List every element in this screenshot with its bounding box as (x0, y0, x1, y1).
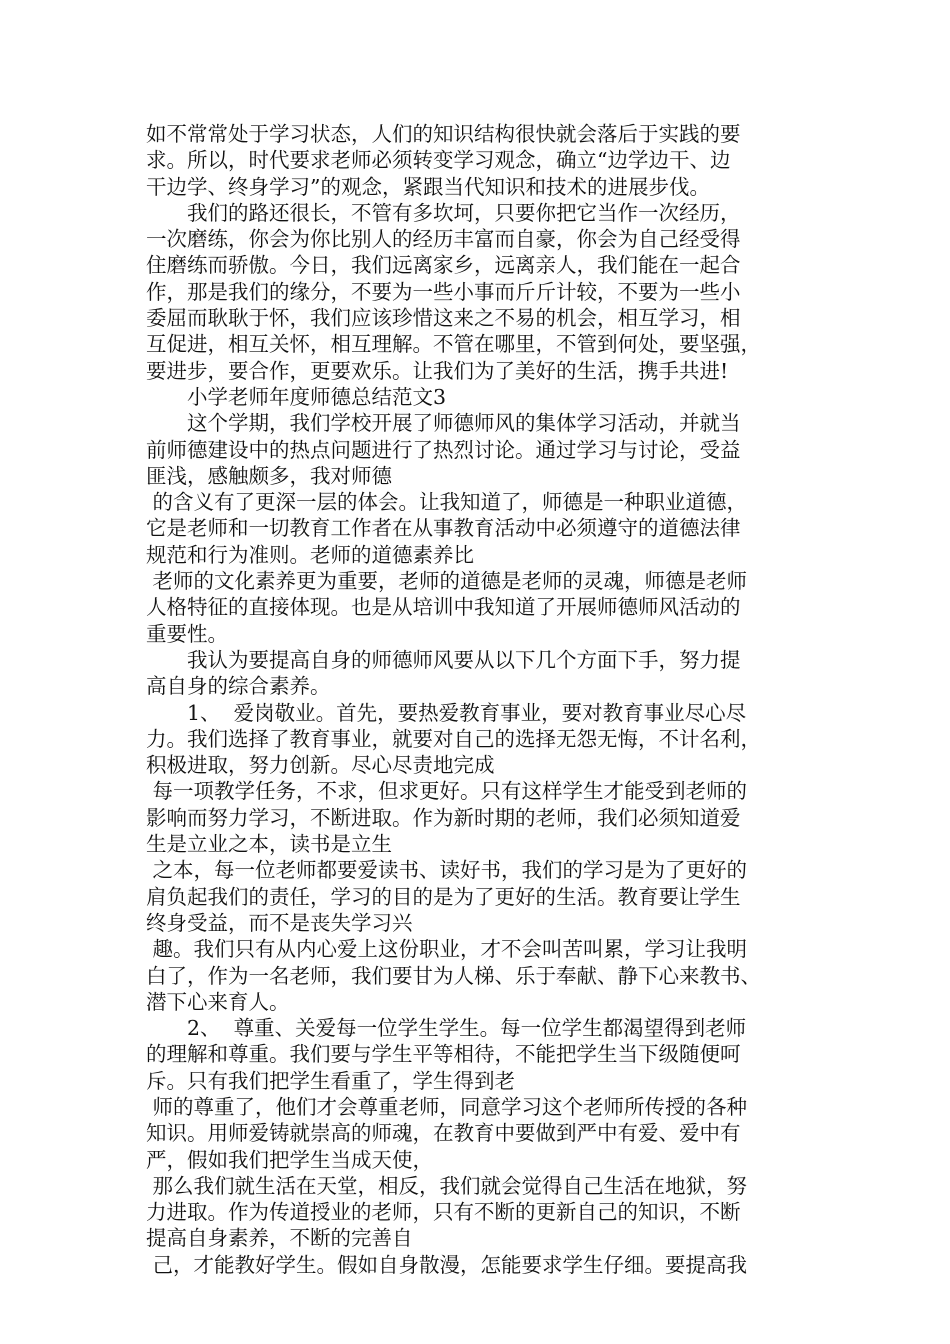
text-line: 白了，作为一名老师，我们要甘为人梯、乐于奉献、静下心来教书、 (146, 963, 761, 988)
text-line: 如不常常处于学习状态，人们的知识结构很快就会落后于实践的要 (146, 122, 741, 146)
text-line: 潜下心来育人。 (146, 989, 290, 1014)
text-line: 一次磨练，你会为你比别人的经历丰富而自豪，你会为自己经受得 (146, 227, 741, 252)
text-line: 要进步，要合作，更要欢乐。让我们为了美好的生活，携手共进! (146, 358, 729, 383)
text-line: 师的尊重了，他们才会尊重老师，同意学习这个老师所传授的各种 (146, 1094, 748, 1119)
text-line: 终身受益，而不是丧失学习兴 (146, 910, 413, 935)
text-line: 斥。只有我们把学生看重了，学生得到老 (146, 1068, 515, 1093)
text-line: 委屈而耿耿于怀，我们应该珍惜这来之不易的机会，相互学习，相 (146, 306, 741, 331)
text-line: 趣。我们只有从内心爱上这份职业，才不会叫苦叫累，学习让我明 (146, 937, 748, 962)
text-line: 重要性。 (146, 621, 228, 646)
text-line: 己，才能教好学生。假如自身散漫，怎能要求学生仔细。要提高我 (146, 1252, 748, 1277)
text-line: 之本，每一位老师都要爱读书、读好书，我们的学习是为了更好的 (146, 858, 748, 883)
text-line: 干边学、终身学习”的观念，紧跟当代知识和技术的进展步伐。 (146, 174, 710, 199)
text-line: 那么我们就生活在天堂，相反，我们就会觉得自己生活在地狱，努 (146, 1173, 748, 1198)
text-line: 知识。用师爱铸就崇高的师魂，在教育中要做到严中有爱、爱中有 (146, 1121, 741, 1146)
text-line: 互促进，相互关怀，相互理解。不管在哪里，不管到何处，要坚强， (146, 332, 761, 357)
text-line: 这个学期，我们学校开展了师德师风的集体学习活动，并就当 (146, 411, 741, 436)
text-line: 的理解和尊重。我们要与学生平等相待，不能把学生当下级随便呵 (146, 1042, 741, 1067)
text-line: 每一项教学任务，不求，但求更好。只有这样学生才能受到老师的 (146, 779, 748, 804)
text-line: 它是老师和一切教育工作者在从事教育活动中必须遵守的道德法律 (146, 516, 741, 541)
text-line: 的含义有了更深一层的体会。让我知道了，师德是一种职业道德， (146, 490, 748, 515)
text-line: 规范和行为准则。老师的道德素养比 (146, 542, 474, 567)
text-line: 严，假如我们把学生当成天使， (146, 1147, 433, 1172)
text-line: 力进取。作为传道授业的老师，只有不断的更新自己的知识，不断 (146, 1200, 741, 1225)
text-line: 人格特征的直接体现。也是从培训中我知道了开展师德师风活动的 (146, 595, 741, 620)
text-line: 影响而努力学习，不断进取。作为新时期的老师，我们必须知道爱 (146, 805, 741, 830)
text-line: 住磨练而骄傲。今日，我们远离家乡，远离亲人，我们能在一起合 (146, 253, 741, 278)
text-line: 匪浅，感触颇多，我对师德 (146, 463, 392, 488)
text-line: 提高自身素养，不断的完善自 (146, 1226, 413, 1251)
text-line: 积极进取，努力创新。尽心尽责地完成 (146, 753, 495, 778)
text-line: 肩负起我们的责任，学习的目的是为了更好的生活。教育要让学生 (146, 884, 741, 909)
text-line: 作，那是我们的缘分，不要为一些小事而斤斤计较，不要为一些小 (146, 279, 741, 304)
text-line: 我认为要提高自身的师德师风要从以下几个方面下手，努力提 (146, 647, 741, 672)
section-heading: 小学老师年度师德总结范文3 (146, 384, 447, 409)
text-line: 2、 尊重、关爱每一位学生学生。每一位学生都渴望得到老师 (146, 1016, 747, 1041)
text-line: 生是立业之本，读书是立生 (146, 832, 392, 857)
text-line: 力。我们选择了教育事业，就要对自己的选择无怨无悔，不计名利， (146, 726, 761, 751)
document-body (146, 121, 826, 1278)
text-line: 前师德建设中的热点问题进行了热烈讨论。通过学习与讨论，受益 (146, 437, 741, 462)
text-line: 高自身的综合素养。 (146, 674, 331, 699)
text-line: 老师的文化素养更为重要，老师的道德是老师的灵魂，师德是老师 (146, 569, 748, 594)
text-line: 我们的路还很长，不管有多坎坷，只要你把它当作一次经历， (146, 200, 741, 225)
text-line: 1、 爱岗敬业。首先，要热爱教育事业，要对教育事业尽心尽 (146, 700, 747, 725)
text-line: 求。所以，时代要求老师必须转变学习观念，确立“边学边干、边 (146, 148, 731, 173)
